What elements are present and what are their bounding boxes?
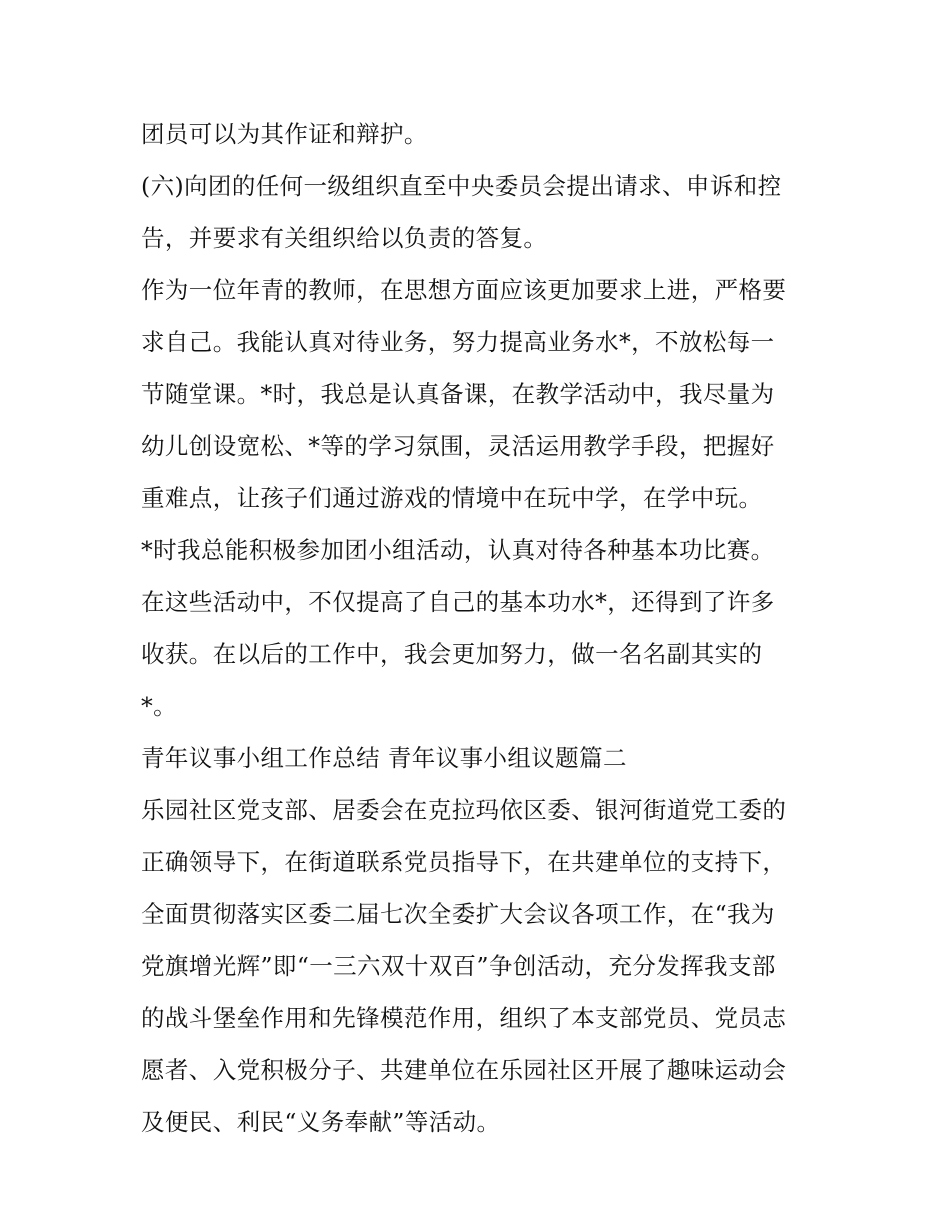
text-line: 作为一位年青的教师，在思想方面应该更加要求上进，严格要 <box>141 276 787 304</box>
text-line: *时我总能积极参加团小组活动，认真对待各种基本功比赛。 <box>141 536 775 564</box>
text-line: 团员可以为其作证和辩护。 <box>141 120 428 148</box>
text-line: 在这些活动中，不仅提高了自己的基本功水*，还得到了许多 <box>141 588 775 616</box>
text-line: 党旗增光辉”即“一三六双十双百”争创活动，充分发挥我支部 <box>141 952 776 980</box>
text-line: 告，并要求有关组织给以负责的答复。 <box>141 224 548 252</box>
document-body <box>141 108 821 1148</box>
section-heading: 青年议事小组工作总结 青年议事小组议题篇二 <box>141 744 627 772</box>
text-line: 收获。在以后的工作中，我会更加努力，做一名名副其实的 <box>141 640 763 668</box>
text-line: *。 <box>141 692 178 720</box>
text-line: 正确领导下，在街道联系党员指导下，在共建单位的支持下， <box>141 848 787 876</box>
text-line: 求自己。我能认真对待业务，努力提高业务水*，不放松每一 <box>141 328 775 356</box>
text-line: 重难点，让孩子们通过游戏的情境中在玩中学，在学中玩。 <box>141 484 763 512</box>
text-line: 乐园社区党支部、居委会在克拉玛依区委、银河街道党工委的 <box>141 796 787 824</box>
text-line: 的战斗堡垒作用和先锋模范作用，组织了本支部党员、党员志 <box>141 1004 787 1032</box>
text-line: 幼儿创设宽松、*等的学习氛围，灵活运用教学手段，把握好 <box>141 432 775 460</box>
text-line: 及便民、利民“义务奉献”等活动。 <box>141 1108 501 1136</box>
text-line: 节随堂课。*时，我总是认真备课，在教学活动中，我尽量为 <box>141 380 775 408</box>
text-line: 全面贯彻落实区委二届七次全委扩大会议各项工作，在“我为 <box>141 900 775 928</box>
text-line: 愿者、入党积极分子、共建单位在乐园社区开展了趣味运动会 <box>141 1056 787 1084</box>
text-line: (六)向团的任何一级组织直至中央委员会提出请求、申诉和控 <box>141 172 782 200</box>
